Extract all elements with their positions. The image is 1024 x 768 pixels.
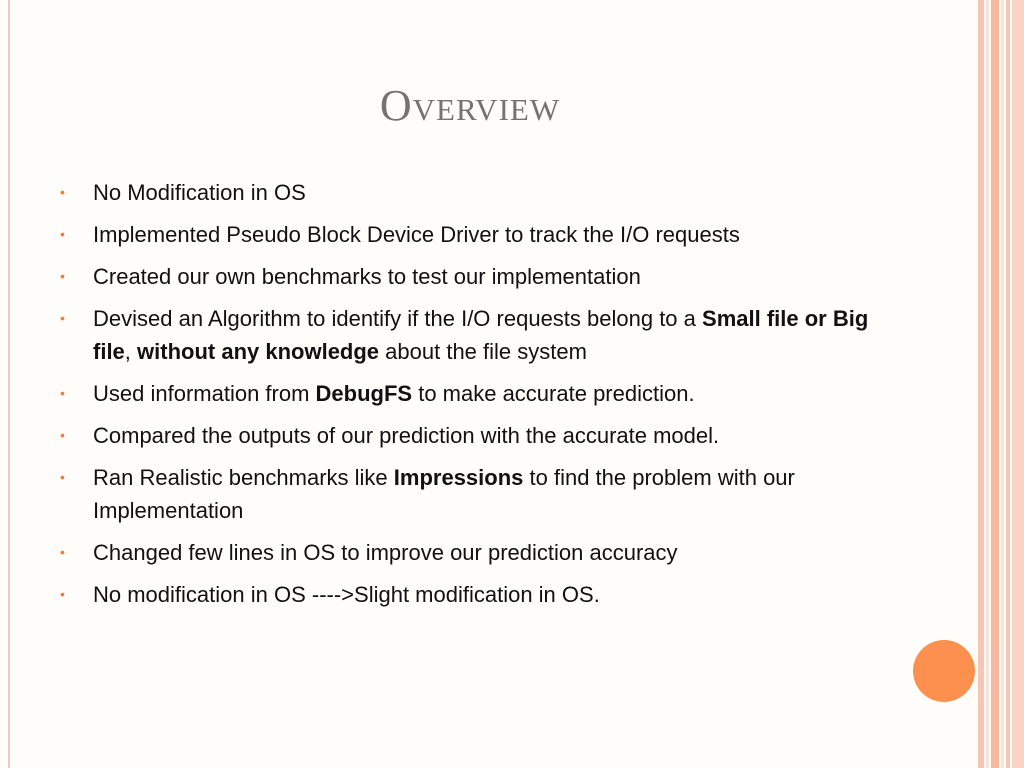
bullet-item	[60, 461, 880, 527]
bullet-dot-icon: •	[60, 469, 65, 485]
bullet-text: No modification in OS ---->Slight modification in OS.	[93, 582, 600, 607]
bullet-text: Devised an Algorithm to identify if the I/O requests belong to a	[93, 306, 703, 331]
right-border-stripe	[991, 0, 999, 768]
bullet-text-bold: Impressions	[393, 465, 524, 490]
bullet-dot-icon: •	[60, 268, 65, 284]
bullet-dot-icon: •	[60, 184, 65, 200]
bullet-text-bold: DebugFS	[315, 381, 413, 406]
bullet-item	[60, 260, 880, 293]
bullet-dot-icon: •	[60, 427, 65, 443]
bullet-text: Compared the outputs of our prediction with the accurate model.	[93, 423, 720, 448]
right-border-stripe	[1012, 0, 1024, 768]
slide-title: Overview	[379, 81, 561, 130]
bullet-text: Changed few lines in OS to improve our prediction accuracy	[93, 540, 678, 565]
bullet-item	[60, 536, 880, 569]
bullet-text: to make accurate prediction.	[412, 381, 695, 406]
bullet-text-bold: Small file or Big file	[93, 306, 869, 364]
right-border-stripe	[978, 0, 984, 768]
bullet-text: Created our own benchmarks to test our implementation	[93, 264, 641, 289]
bullet-item	[60, 218, 880, 251]
decorative-circle	[913, 640, 975, 702]
bullet-text-bold: without any knowledge	[137, 339, 380, 364]
bullet-item	[60, 176, 880, 209]
bullet-text: Used information from	[93, 381, 316, 406]
bullet-dot-icon: •	[60, 586, 65, 602]
bullet-text: Implemented Pseudo Block Device Driver to track the I/O requests	[93, 222, 740, 247]
right-border-stripe	[986, 0, 989, 768]
bullet-item	[60, 419, 880, 452]
bullet-text: ,	[124, 339, 138, 364]
bullet-text: to find the problem with our Implementation	[93, 465, 795, 523]
bullet-text: about the file system	[379, 339, 587, 364]
bullet-dot-icon: •	[60, 544, 65, 560]
right-border-stripe	[1006, 0, 1010, 768]
bullet-item	[60, 377, 880, 410]
bullet-dot-icon: •	[60, 310, 65, 326]
right-border-stripe	[1001, 0, 1004, 768]
bullet-list	[60, 176, 880, 620]
bullet-text: No Modification in OS	[93, 180, 306, 205]
bullet-text: Ran Realistic benchmarks like	[93, 465, 394, 490]
bullet-dot-icon: •	[60, 385, 65, 401]
bullet-item	[60, 302, 880, 368]
bullet-item	[60, 578, 880, 611]
bullet-dot-icon: •	[60, 226, 65, 242]
